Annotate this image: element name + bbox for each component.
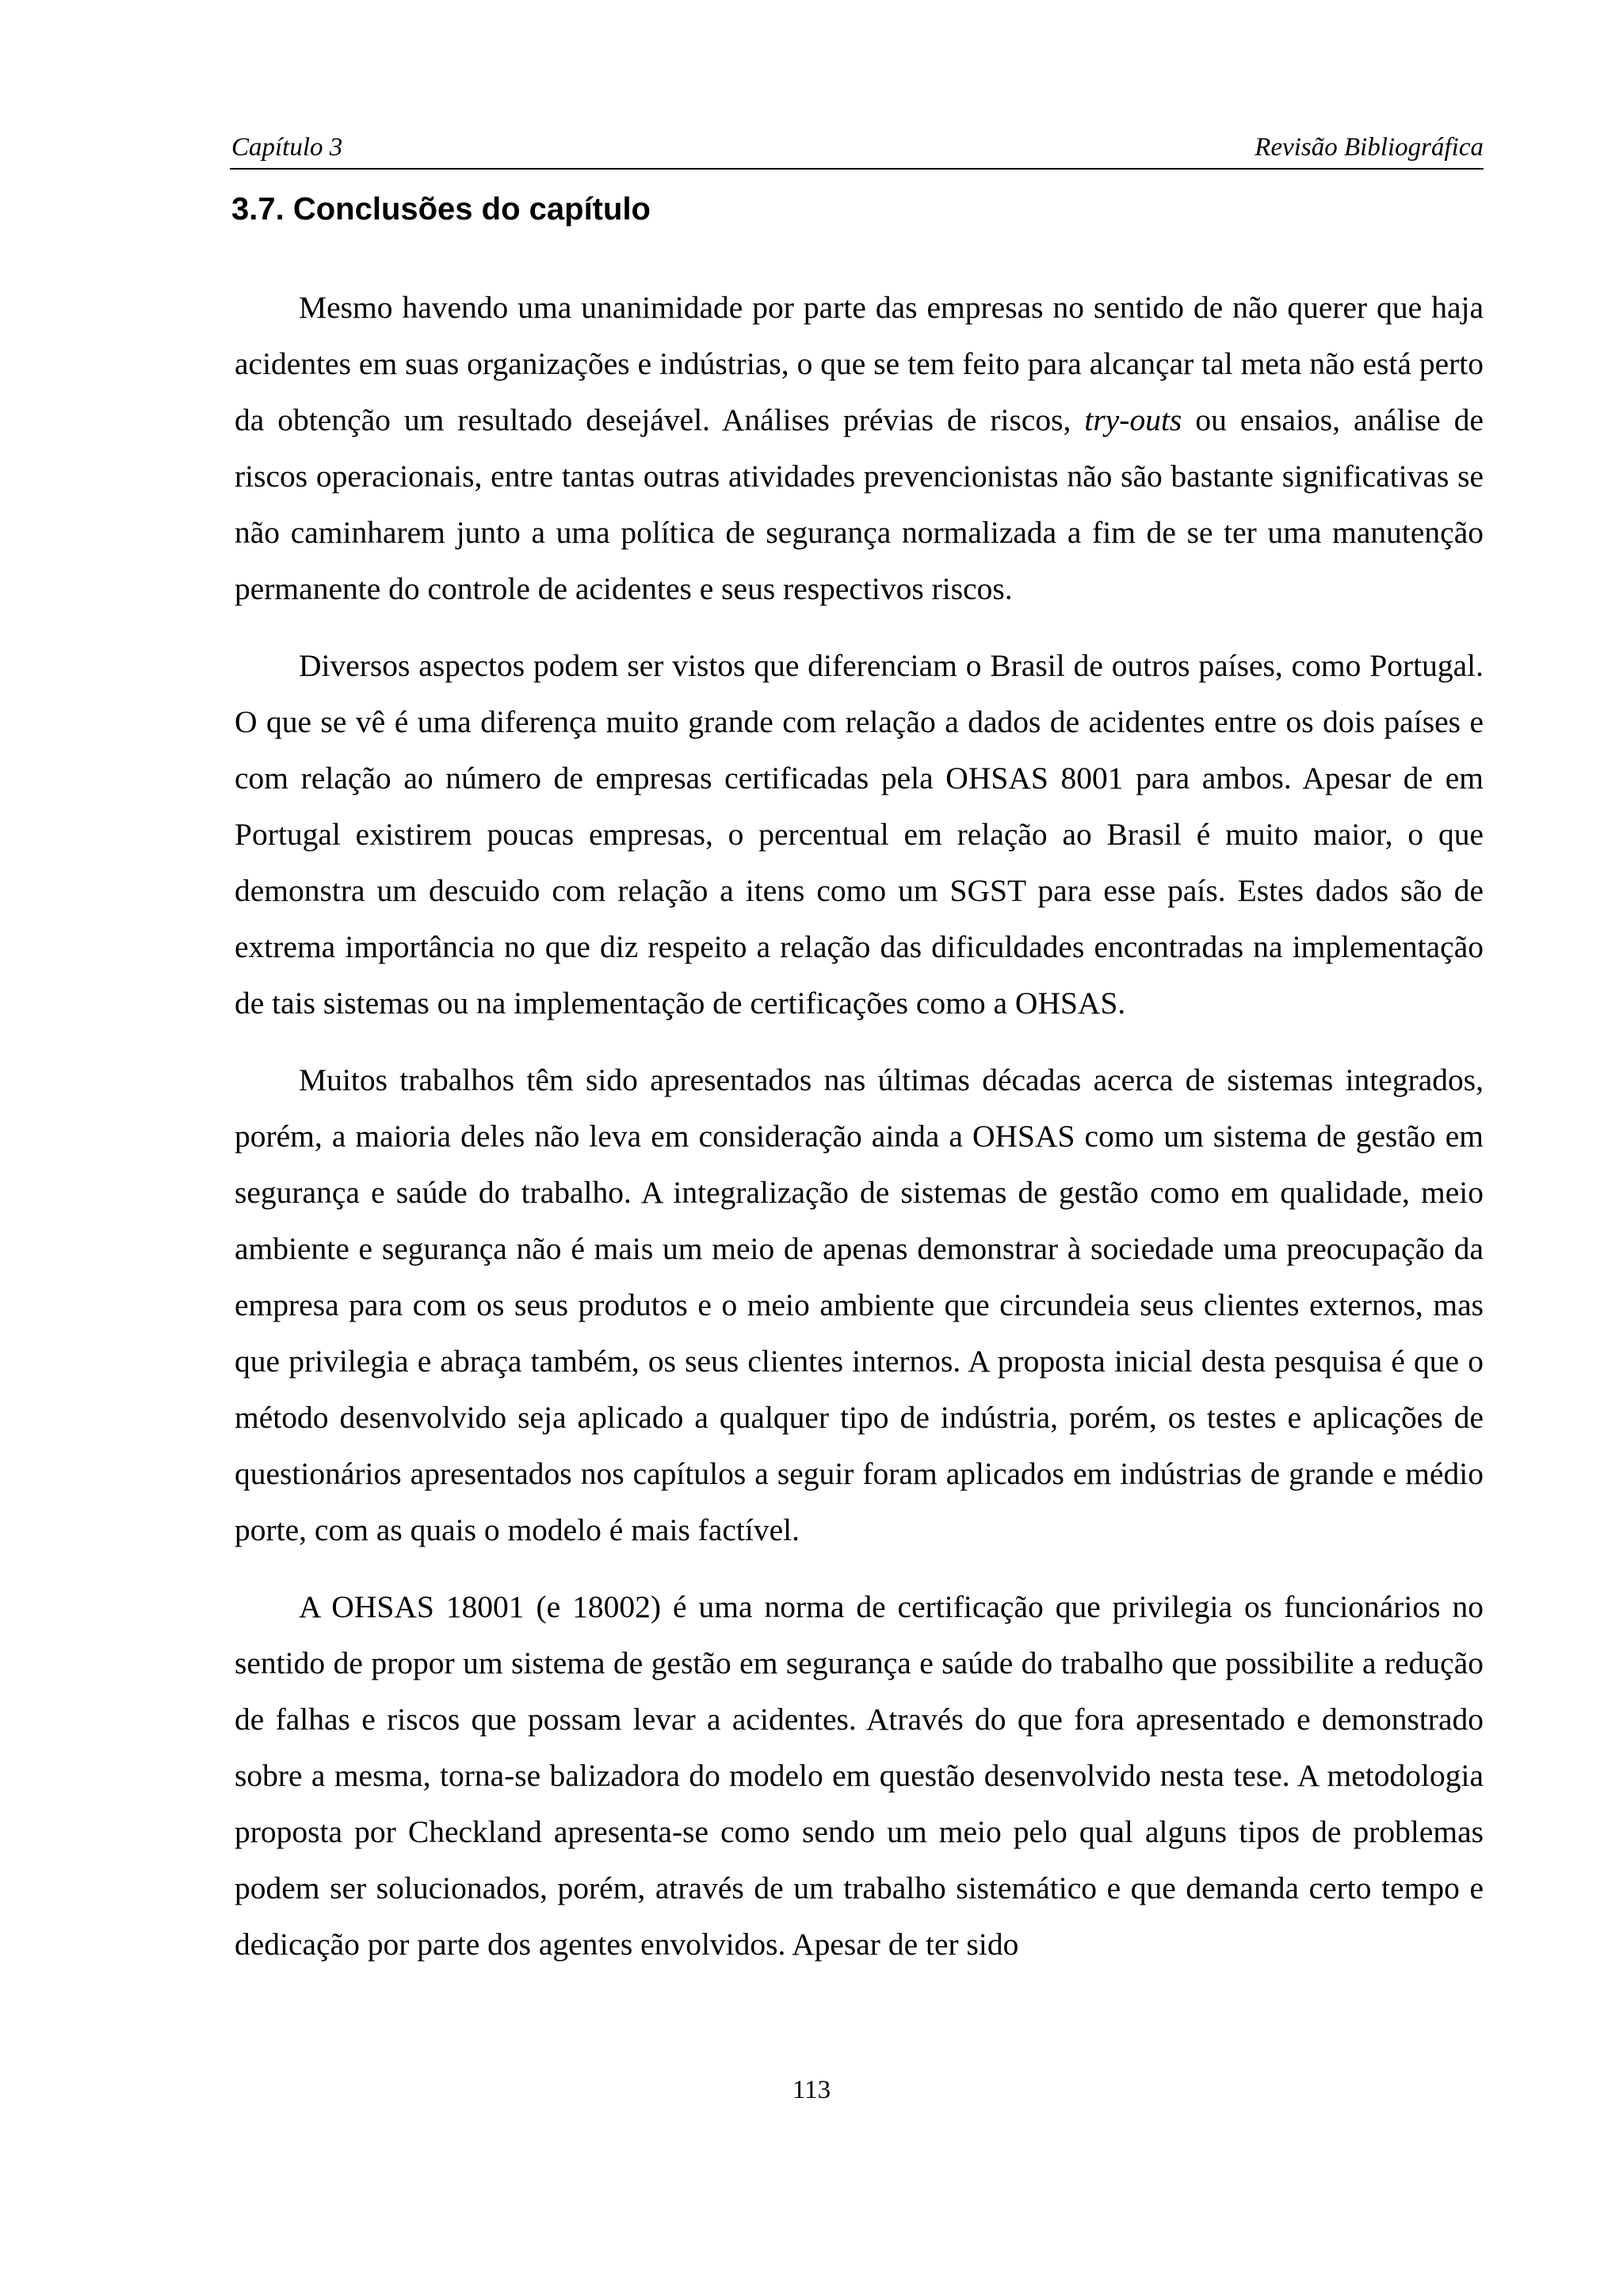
paragraph-1-text-start: Mesmo havendo uma unanimidade por parte das empresas no sentido de não querer que haja acidentes em suas organizações e indústrias, o que se tem feito para alcançar tal meta não está perto da obtenção um resultado desejável. Análises prévias de riscos, bbox=[235, 290, 1484, 437]
header-chapter: Capítulo 3 bbox=[231, 133, 343, 162]
page-number: 113 bbox=[792, 2076, 831, 2104]
body-text bbox=[235, 280, 1484, 1973]
paragraph-3: Muitos trabalhos têm sido apresentados nas últimas décadas acerca de sistemas integrados, porém, a maioria deles não leva em consideração ainda a OHSAS como um sistema de gestão em segurança e saúde do trabalho. A integralização de sistemas de gestão como em qualidade, meio ambiente e segurança não é mais um meio de apenas demonstrar à sociedade uma preocupação da empresa para com os seus produtos e o meio ambiente que circundeia seus clientes externos, mas que privilegia e abraça também, os seus clientes internos. A proposta inicial desta pesquisa é que o método desenvolvido seja aplicado a qualquer tipo de indústria, porém, os testes e aplicações de questionários apresentados nos capítulos a seguir foram aplicados em indústrias de grande e médio porte, com as quais o modelo é mais factível. bbox=[235, 1062, 1484, 1547]
header-rule bbox=[230, 168, 1484, 170]
section-heading: 3.7. Conclusões do capítulo bbox=[231, 192, 651, 227]
paragraph-2: Diversos aspectos podem ser vistos que diferenciam o Brasil de outros países, como Portugal. O que se vê é uma diferença muito grande com relação a dados de acidentes entre os dois países e com relação ao número de empresas certificadas pela OHSAS 8001 para ambos. Apesar de em Portugal existirem poucas empresas, o percentual em relação ao Brasil é muito maior, o que demonstra um descuido com relação a itens como um SGST para esse país. Estes dados são de extrema importância no que diz respeito a relação das dificuldades encontradas na implementação de tais sistemas ou na implementação de certificações como a OHSAS. bbox=[235, 648, 1484, 1020]
paragraph-1-emphasis: try-outs bbox=[1084, 402, 1182, 437]
paragraph-1-text-end: ou ensaios, análise de riscos operacionais, entre tantas outras atividades prevencionistas não são bastante significativas se não caminharem junto a uma política de segurança normalizada a fim de se ter uma manutenção permanente do controle de acidentes e seus respectivos riscos. bbox=[235, 402, 1484, 606]
paragraph-4: A OHSAS 18001 (e 18002) é uma norma de certificação que privilegia os funcionários no sentido de propor um sistema de gestão em segurança e saúde do trabalho que possibilite a redução de falhas e riscos que possam levar a acidentes. Através do que fora apresentado e demonstrado sobre a mesma, torna-se balizadora do modelo em questão desenvolvido nesta tese. A metodologia proposta por Checkland apresenta-se como sendo um meio pelo qual alguns tipos de problemas podem ser solucionados, porém, através de um trabalho sistemático e que demanda certo tempo e dedicação por parte dos agentes envolvidos. Apesar de ter sido bbox=[235, 1589, 1484, 1962]
running-header bbox=[231, 133, 1484, 171]
paragraph-1 bbox=[235, 280, 1484, 617]
header-section-title: Revisão Bibliográfica bbox=[1254, 133, 1484, 162]
